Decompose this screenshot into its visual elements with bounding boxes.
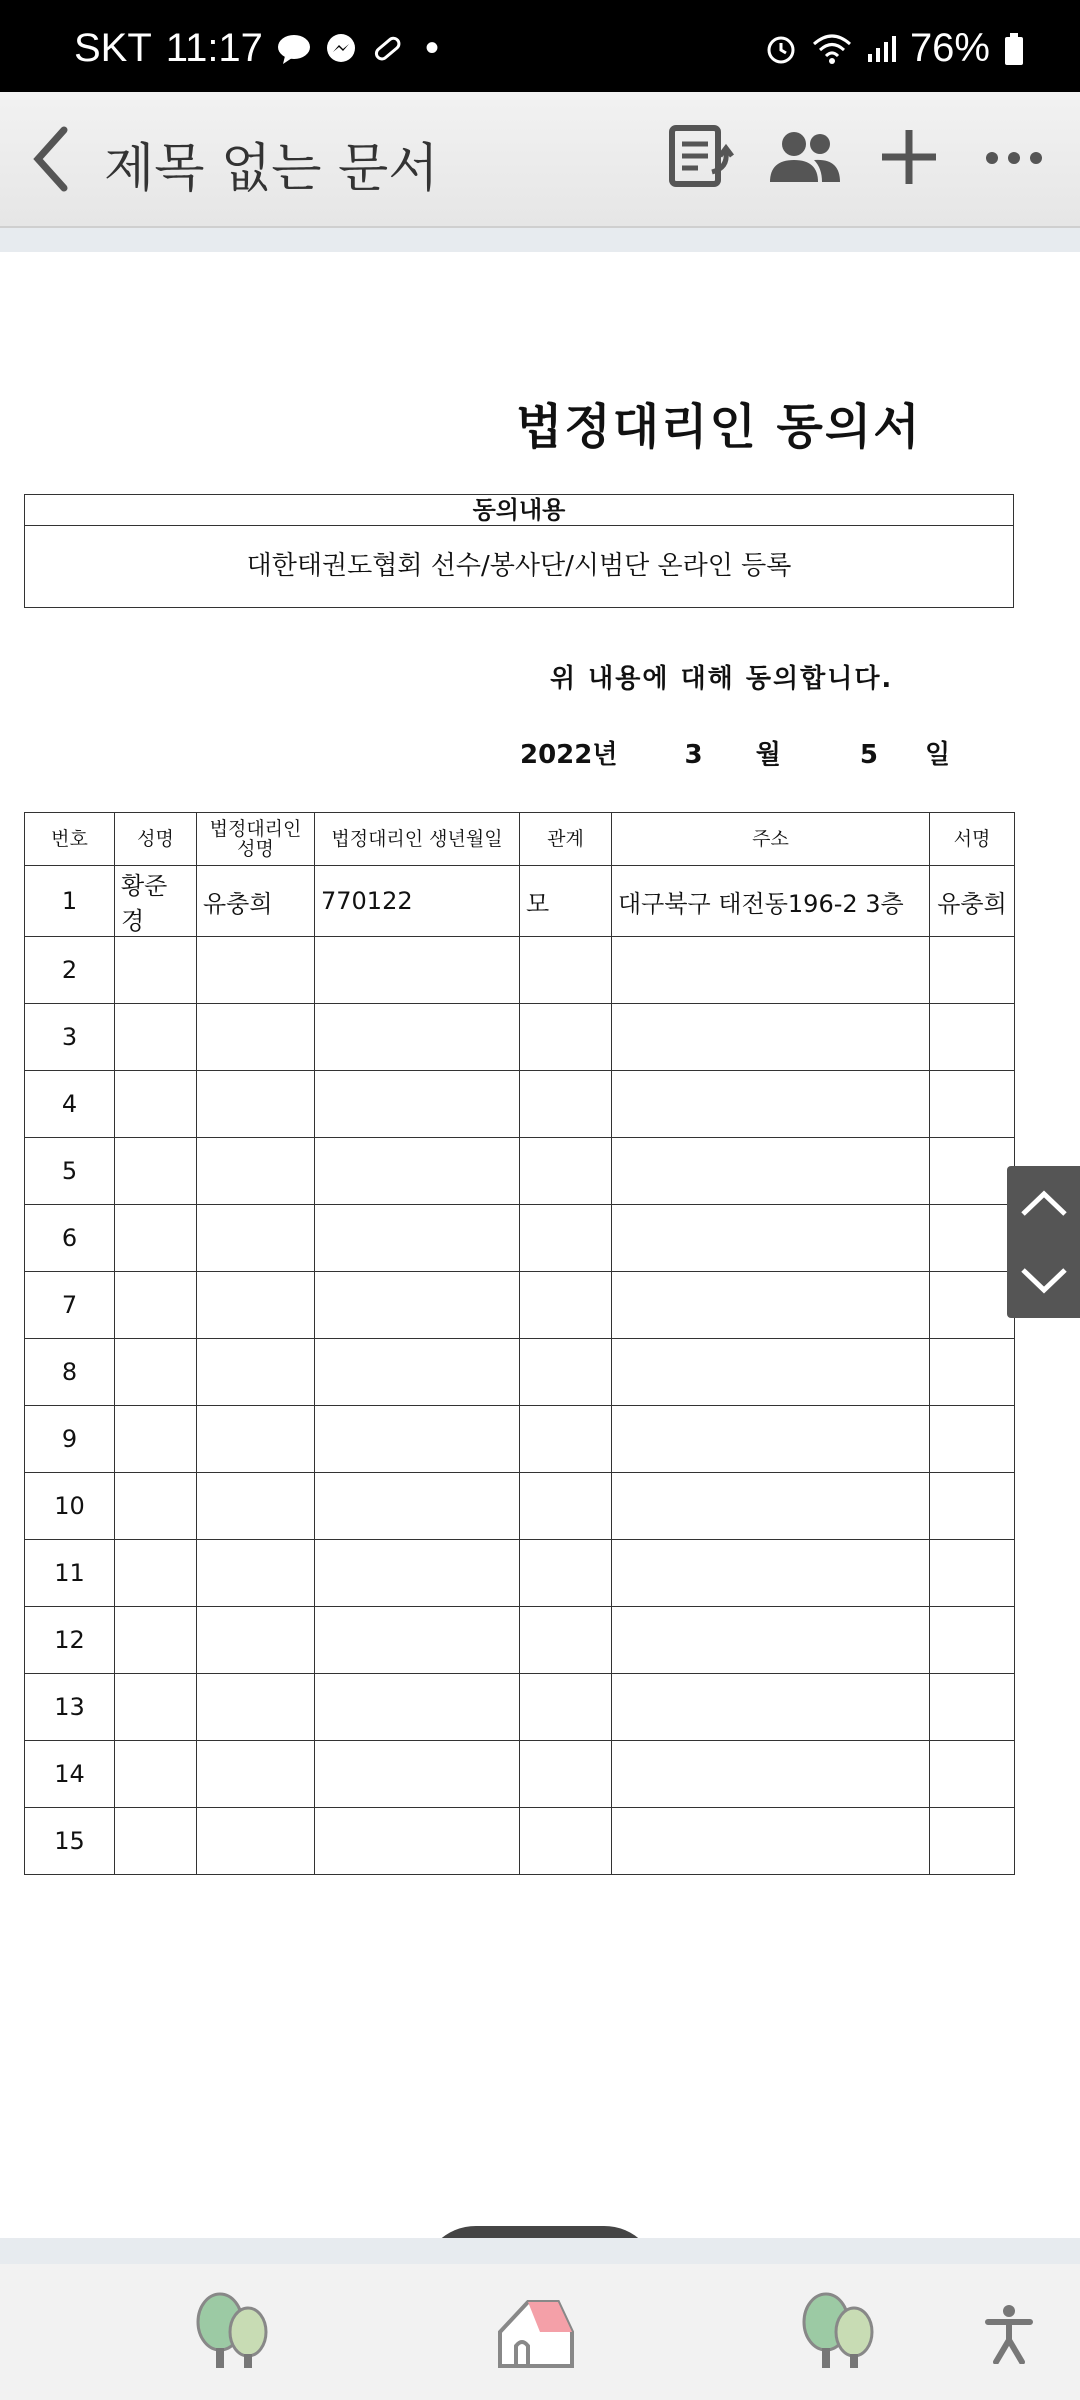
signal-icon (866, 34, 898, 64)
cell-number[interactable]: 4 (25, 1071, 115, 1138)
more-icon[interactable] (984, 150, 1044, 166)
cell-address[interactable] (612, 1473, 930, 1540)
header-number: 번호 (25, 813, 115, 866)
cell-address[interactable] (612, 1205, 930, 1272)
cell-number[interactable]: 15 (25, 1808, 115, 1875)
header-name: 성명 (115, 813, 197, 866)
cell-name[interactable] (115, 1808, 197, 1875)
cell-guardian-name[interactable] (197, 1808, 315, 1875)
cell-guardian-name[interactable] (197, 1272, 315, 1339)
cell-number[interactable]: 2 (25, 937, 115, 1004)
header-address: 주소 (612, 813, 930, 866)
header-relation: 관계 (520, 813, 612, 866)
app-bar (0, 92, 1080, 228)
cell-guardian-name[interactable] (197, 1674, 315, 1741)
cell-name[interactable] (115, 1540, 197, 1607)
table-row (25, 1272, 1015, 1339)
cell-address[interactable] (612, 1339, 930, 1406)
clock: 11:17 (165, 26, 263, 70)
cell-name[interactable] (115, 1138, 197, 1205)
header-signature: 서명 (930, 813, 1015, 866)
back-arrow-icon[interactable] (28, 124, 72, 194)
consent-content: 대한태권도협회 선수/봉사단/시범단 온라인 등록 (246, 551, 792, 581)
agree-statement: 위 내용에 대해 동의합니다. (550, 664, 894, 694)
consent-header: 동의내용 (25, 495, 1013, 526)
chevron-down-icon[interactable] (1019, 1266, 1069, 1296)
table-row (25, 1205, 1015, 1272)
cell-name[interactable] (115, 1607, 197, 1674)
cell-address[interactable] (612, 1607, 930, 1674)
cell-signature[interactable] (930, 1272, 1015, 1339)
table-row (25, 1339, 1015, 1406)
cell-relation[interactable] (520, 1808, 612, 1875)
status-bar (0, 0, 1080, 92)
cell-address[interactable] (612, 1272, 930, 1339)
cell-guardian-name[interactable] (197, 1607, 315, 1674)
cell-signature[interactable] (930, 1004, 1015, 1071)
cell-guardian-name[interactable] (197, 1406, 315, 1473)
carrier-label: SKT (74, 26, 152, 70)
cell-number[interactable]: 10 (25, 1473, 115, 1540)
cell-address[interactable] (612, 1540, 930, 1607)
cell-address[interactable] (612, 1674, 930, 1741)
cell-guardian-birth[interactable] (315, 1339, 520, 1406)
people-icon[interactable] (768, 130, 842, 186)
cell-signature[interactable] (930, 1540, 1015, 1607)
cell-guardian-birth[interactable] (315, 1674, 520, 1741)
table-row (25, 1473, 1015, 1540)
tree-icon[interactable] (800, 2292, 876, 2372)
cell-name[interactable] (115, 1071, 197, 1138)
cell-guardian-birth[interactable] (315, 1540, 520, 1607)
cell-number[interactable]: 7 (25, 1272, 115, 1339)
guardian-table (24, 812, 1015, 1875)
header-guardian-name: 법정대리인 성명 (197, 813, 315, 866)
cell-name[interactable] (115, 1205, 197, 1272)
cell-address[interactable] (612, 937, 930, 1004)
cell-address[interactable] (612, 1004, 930, 1071)
cell-guardian-birth[interactable] (315, 1138, 520, 1205)
cell-number[interactable]: 9 (25, 1406, 115, 1473)
cell-guardian-birth[interactable] (315, 937, 520, 1004)
cell-name[interactable] (115, 1004, 197, 1071)
cell-relation[interactable] (520, 1674, 612, 1741)
cell-guardian-name[interactable] (197, 1339, 315, 1406)
table-row (25, 866, 1015, 937)
cell-signature[interactable] (930, 1138, 1015, 1205)
cell-number[interactable]: 5 (25, 1138, 115, 1205)
cell-signature[interactable] (930, 1339, 1015, 1406)
date-line (520, 734, 950, 771)
cell-number[interactable]: 12 (25, 1607, 115, 1674)
cell-name[interactable] (115, 937, 197, 1004)
cell-guardian-birth[interactable] (315, 1406, 520, 1473)
cell-signature[interactable] (930, 1808, 1015, 1875)
cell-name[interactable]: 황준경 (115, 866, 197, 937)
cell-name[interactable] (115, 1674, 197, 1741)
top-divider (0, 228, 1080, 252)
cell-number[interactable]: 6 (25, 1205, 115, 1272)
cell-guardian-name[interactable] (197, 1540, 315, 1607)
cell-relation[interactable]: 모 (520, 866, 612, 937)
cell-number[interactable]: 3 (25, 1004, 115, 1071)
bottom-divider (0, 2238, 1080, 2264)
cell-signature[interactable] (930, 1741, 1015, 1808)
form-title: 법정대리인 동의서 (516, 399, 922, 455)
cell-guardian-name[interactable] (197, 1205, 315, 1272)
cell-guardian-birth[interactable] (315, 1741, 520, 1808)
cell-guardian-birth[interactable] (315, 1004, 520, 1071)
table-row (25, 1741, 1015, 1808)
cell-relation[interactable] (520, 1004, 612, 1071)
cell-name[interactable] (115, 1406, 197, 1473)
consent-box (24, 494, 1014, 608)
table-row (25, 1540, 1015, 1607)
cell-relation[interactable] (520, 1607, 612, 1674)
cell-number[interactable]: 13 (25, 1674, 115, 1741)
alarm-icon (764, 32, 798, 66)
cell-guardian-name[interactable] (197, 1473, 315, 1540)
edit-doc-icon[interactable] (668, 122, 736, 192)
table-row (25, 1071, 1015, 1138)
cell-guardian-birth[interactable] (315, 1808, 520, 1875)
tree-icon[interactable] (194, 2292, 270, 2372)
cell-relation[interactable] (520, 1205, 612, 1272)
home-icon[interactable] (494, 2292, 576, 2372)
cell-signature[interactable] (930, 1674, 1015, 1741)
table-row (25, 937, 1015, 1004)
cell-address[interactable] (612, 1138, 930, 1205)
cell-relation[interactable] (520, 1741, 612, 1808)
date-day-label: 일 (925, 740, 951, 770)
date-day-value: 5 (859, 740, 878, 770)
cell-guardian-name[interactable] (197, 1004, 315, 1071)
cell-name[interactable] (115, 1473, 197, 1540)
cell-guardian-birth[interactable]: 770122 (315, 866, 520, 937)
cell-name[interactable] (115, 1339, 197, 1406)
cell-relation[interactable] (520, 1339, 612, 1406)
header-guardian-birth: 법정대리인 생년월일 (315, 813, 520, 866)
cell-relation[interactable] (520, 1272, 612, 1339)
cell-relation[interactable] (520, 1540, 612, 1607)
date-month-label: 월 (755, 740, 781, 770)
cell-relation[interactable] (520, 1138, 612, 1205)
cell-signature[interactable] (930, 1406, 1015, 1473)
cell-guardian-birth[interactable] (315, 1272, 520, 1339)
cell-address[interactable] (612, 1071, 930, 1138)
cell-guardian-name[interactable] (197, 1071, 315, 1138)
plus-icon[interactable] (880, 128, 938, 186)
document-page[interactable] (0, 252, 1080, 2238)
status-dot: • (424, 26, 439, 70)
cell-relation[interactable] (520, 1473, 612, 1540)
table-row (25, 1607, 1015, 1674)
date-year: 2022년 (520, 740, 618, 770)
cell-address[interactable] (612, 1741, 930, 1808)
cell-guardian-name[interactable] (197, 1741, 315, 1808)
cell-relation[interactable] (520, 937, 612, 1004)
table-row (25, 1808, 1015, 1875)
table-row (25, 1674, 1015, 1741)
cell-guardian-birth[interactable] (315, 1205, 520, 1272)
chevron-up-icon[interactable] (1019, 1188, 1069, 1218)
cell-signature[interactable] (930, 1071, 1015, 1138)
table-header-row (25, 813, 1015, 866)
cell-relation[interactable] (520, 1406, 612, 1473)
cell-signature[interactable] (930, 1473, 1015, 1540)
cell-guardian-name[interactable] (197, 1138, 315, 1205)
cell-number[interactable]: 11 (25, 1540, 115, 1607)
talk-icon (277, 34, 311, 64)
cell-guardian-birth[interactable] (315, 1071, 520, 1138)
cell-signature[interactable] (930, 937, 1015, 1004)
wifi-icon (812, 32, 852, 66)
date-month-value: 3 (684, 740, 703, 770)
battery-percent: 76% (909, 26, 990, 70)
cell-address[interactable] (612, 1406, 930, 1473)
cell-relation[interactable] (520, 1071, 612, 1138)
cell-number[interactable]: 1 (25, 866, 115, 937)
cell-signature[interactable] (930, 1205, 1015, 1272)
messenger-icon (325, 33, 357, 65)
table-row (25, 1138, 1015, 1205)
cell-signature[interactable] (930, 1607, 1015, 1674)
battery-icon (1004, 32, 1024, 66)
cell-name[interactable] (115, 1272, 197, 1339)
cell-guardian-name[interactable] (197, 937, 315, 1004)
bottom-nav (0, 2264, 1080, 2400)
cell-address[interactable] (612, 1808, 930, 1875)
page-scroll-control (1007, 1166, 1080, 1318)
cell-guardian-birth[interactable] (315, 1607, 520, 1674)
cell-number[interactable]: 14 (25, 1741, 115, 1808)
cell-signature[interactable]: 유충희 (930, 866, 1015, 937)
cell-guardian-birth[interactable] (315, 1473, 520, 1540)
table-row (25, 1004, 1015, 1071)
pill-icon (371, 33, 403, 65)
table-row (25, 1406, 1015, 1473)
document-title: 제목 없는 문서 (104, 139, 439, 199)
cell-name[interactable] (115, 1741, 197, 1808)
cell-address[interactable]: 대구북구 태전동196-2 3층 (612, 866, 930, 937)
cell-guardian-name[interactable]: 유충희 (197, 866, 315, 937)
cell-number[interactable]: 8 (25, 1339, 115, 1406)
accessibility-icon[interactable] (984, 2304, 1034, 2364)
